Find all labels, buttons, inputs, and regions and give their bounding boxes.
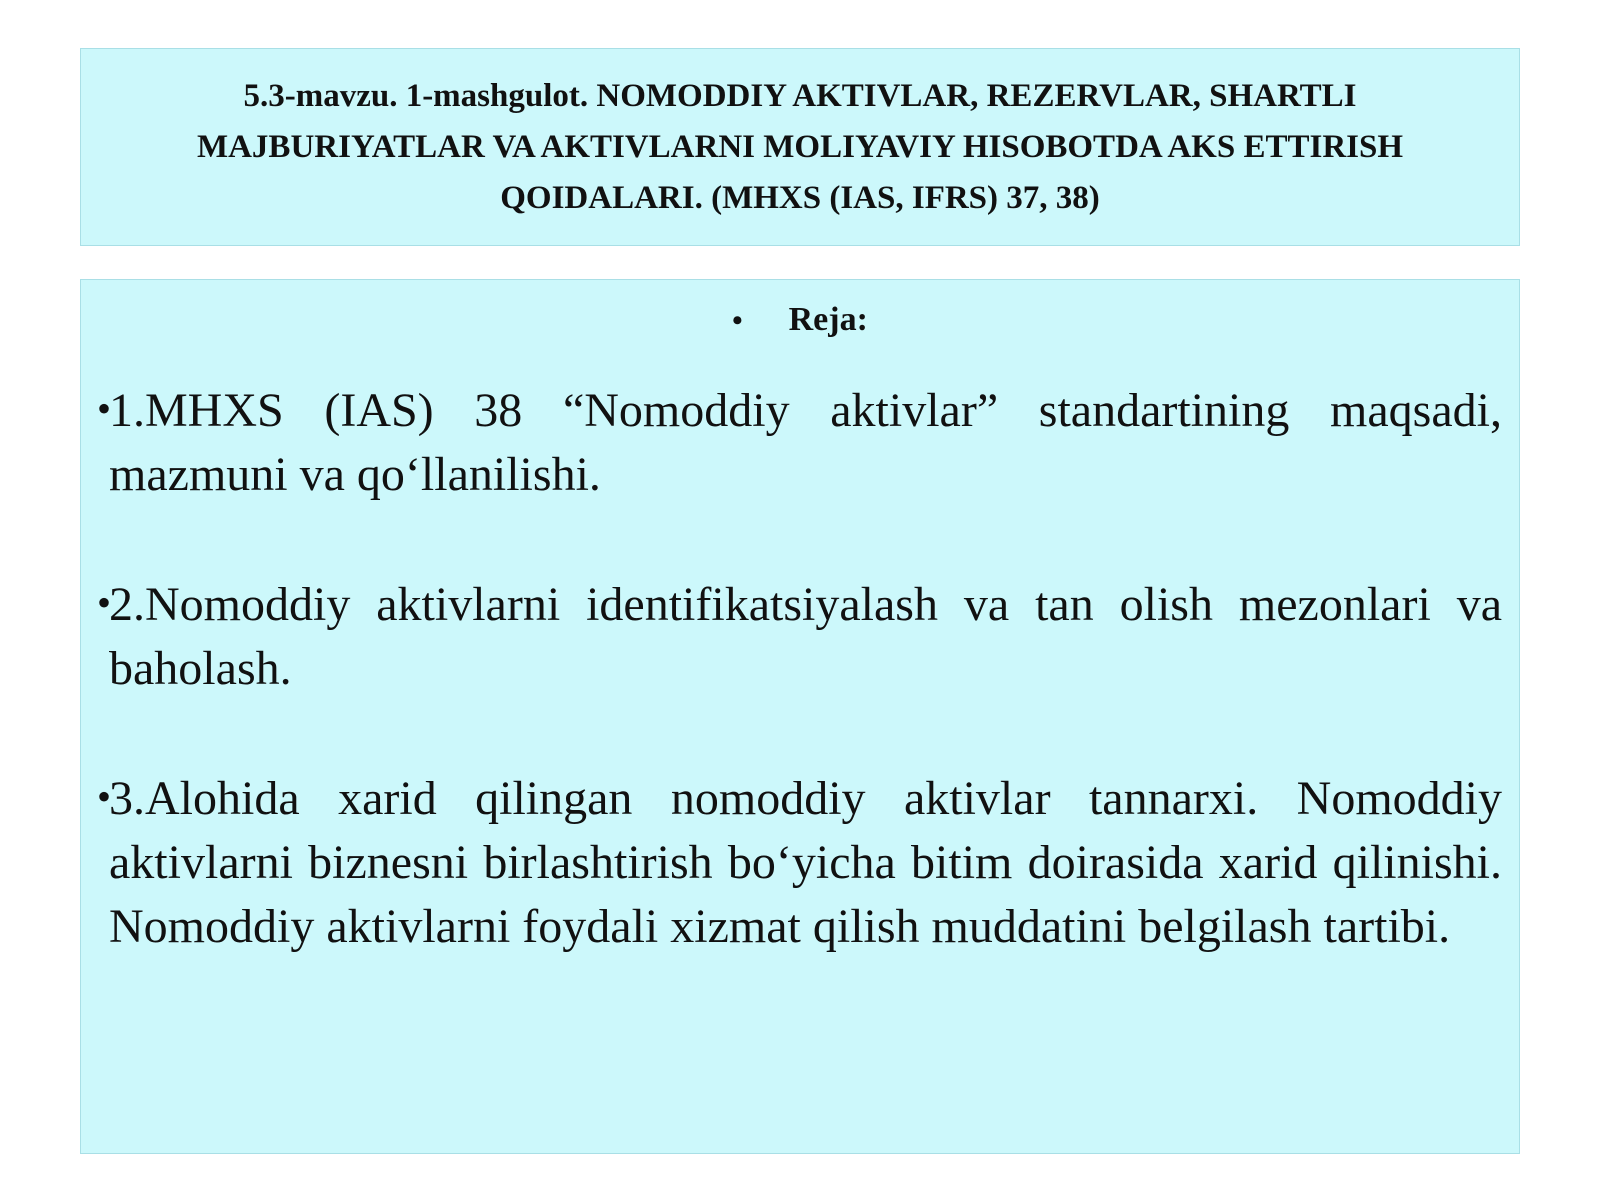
plan-item-2 <box>97 573 1502 701</box>
slide-title: 5.3-mavzu. 1-mashgulot. NOMODDIY AKTIVLAR, REZERVLAR, SHARTLI MAJBURIYATLAR VA AKTIVLARNI MOLIYAVIY HISOBOTDA AKS ETTIRISH QOIDALARI. (MHXS (IAS, IFRS) 37, 38) <box>196 77 1404 216</box>
bullet-icon: • <box>97 386 112 431</box>
plan-item-3 <box>97 767 1502 959</box>
plan-item-text: 1.MHXS (IAS) 38 “Nomoddiy aktivlar” standartining maqsadi, mazmuni va qo‘llanilishi. <box>109 384 1502 501</box>
bullet-icon: • <box>97 774 112 819</box>
plan-list <box>97 379 1502 1025</box>
plan-item-1 <box>97 379 1502 507</box>
bullet-icon: • <box>732 304 743 337</box>
plan-heading <box>81 300 1519 341</box>
plan-item-text: 3.Alohida xarid qilingan nomoddiy aktivlar tannarxi. Nomoddiy aktivlarni biznesni birlashtirish bo‘yicha bitim doirasida xarid qilinishi. Nomoddiy aktivlarni foydali xizmat qilish muddatini belgilash tartibi. <box>109 772 1502 953</box>
title-box <box>80 48 1520 246</box>
bullet-icon: • <box>97 580 112 625</box>
plan-heading-label: Reja: <box>788 301 868 338</box>
content-box <box>80 279 1520 1154</box>
plan-item-text: 2.Nomoddiy aktivlarni identifikatsiyalash va tan olish mezonlari va baholash. <box>109 578 1502 695</box>
